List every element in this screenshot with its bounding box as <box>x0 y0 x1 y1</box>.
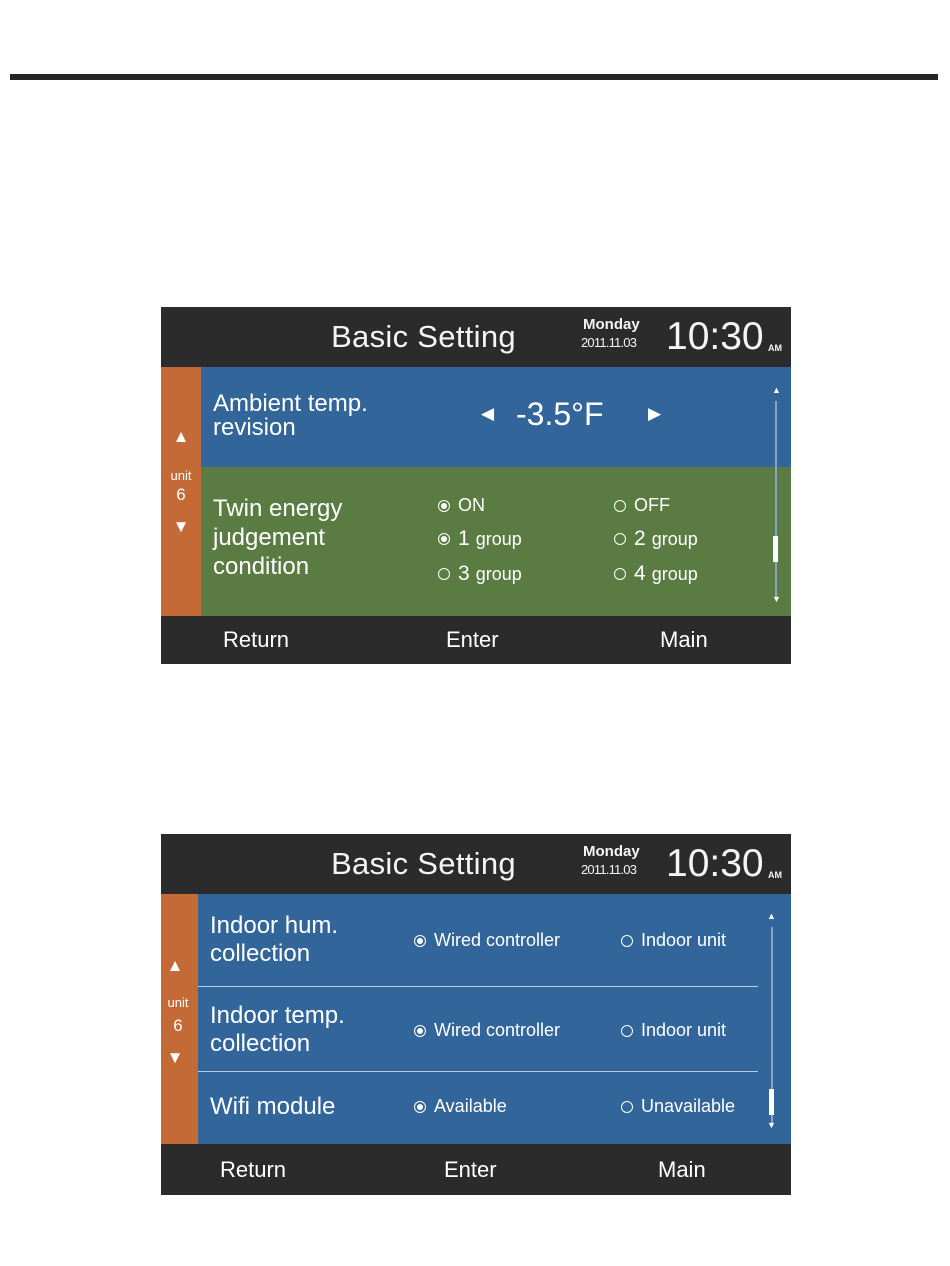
radio-empty-icon <box>614 500 626 512</box>
radio-empty-icon <box>621 1101 633 1113</box>
radio-selected-icon <box>414 935 426 947</box>
scrollbar-thumb[interactable] <box>773 536 778 562</box>
header-bar <box>161 307 791 367</box>
indoor-temp-indoor-label: Indoor unit <box>641 1020 727 1040</box>
basic-setting-screen-2 <box>161 834 791 1195</box>
page-title: Basic Setting <box>331 846 516 881</box>
option-2-label: group <box>651 528 698 549</box>
scroll-down-icon[interactable]: ▼ <box>767 1120 776 1130</box>
radio-empty-icon <box>621 1025 633 1037</box>
return-button[interactable]: Return <box>220 1157 287 1182</box>
unit-down-icon[interactable]: ▼ <box>166 1048 184 1067</box>
option-on-label: ON <box>458 495 485 515</box>
indoor-temp-wired-option[interactable] <box>414 1020 560 1041</box>
unit-label: unit <box>170 468 192 483</box>
top-rule <box>10 74 938 80</box>
weekday-label: Monday <box>583 316 640 333</box>
indoor-temp-label: Indoor temp. collection <box>210 1002 345 1057</box>
option-2-group[interactable] <box>614 527 698 551</box>
indoor-hum-label: Indoor hum. collection <box>210 912 339 967</box>
radio-selected-icon <box>414 1025 426 1037</box>
ambient-temp-label: Ambient temp. revision <box>213 390 368 441</box>
scrollbar-track[interactable] <box>775 401 777 597</box>
radio-empty-icon <box>614 533 626 545</box>
option-on[interactable] <box>438 495 485 516</box>
option-off[interactable] <box>614 495 670 516</box>
settings-panel <box>198 894 791 1144</box>
option-1-label: group <box>475 528 522 549</box>
option-1-group[interactable] <box>438 527 522 551</box>
wifi-unavailable-label: Unavailable <box>641 1096 736 1116</box>
weekday-label: Monday <box>583 843 640 860</box>
option-3-number: 3 <box>458 562 470 585</box>
header-bar <box>161 834 791 894</box>
scroll-up-icon[interactable]: ▲ <box>767 911 776 921</box>
basic-setting-screen-1 <box>161 307 791 664</box>
indoor-hum-indoor-option[interactable] <box>621 930 726 951</box>
wifi-unavailable-option[interactable] <box>621 1096 735 1117</box>
twin-energy-label: Twin energy judgement condition <box>213 495 343 580</box>
clock-ampm: AM <box>768 343 782 353</box>
indoor-temp-indoor-option[interactable] <box>621 1020 726 1041</box>
option-off-label: OFF <box>634 495 670 515</box>
wifi-available-label: Available <box>434 1096 507 1116</box>
ambient-temp-value: -3.5°F <box>516 396 604 432</box>
radio-empty-icon <box>438 568 450 580</box>
row-divider <box>198 1071 758 1072</box>
footer-bar <box>161 1144 791 1195</box>
increase-arrow-icon[interactable]: ▶ <box>648 404 662 423</box>
option-3-label: group <box>475 563 522 584</box>
radio-selected-icon <box>438 533 450 545</box>
option-4-group[interactable] <box>614 562 698 586</box>
twin-energy-row <box>201 467 791 616</box>
date-label: 2011.11.03 <box>581 862 637 877</box>
unit-up-icon[interactable]: ▲ <box>172 427 190 446</box>
indoor-hum-wired-option[interactable] <box>414 930 560 951</box>
main-button[interactable]: Main <box>660 627 708 652</box>
scroll-up-icon[interactable]: ▲ <box>772 385 781 395</box>
option-3-group[interactable] <box>438 562 522 586</box>
option-1-number: 1 <box>458 527 470 550</box>
page-title: Basic Setting <box>331 319 516 354</box>
row-divider <box>198 986 758 987</box>
enter-button[interactable]: Enter <box>446 627 499 652</box>
option-4-label: group <box>651 563 698 584</box>
enter-button[interactable]: Enter <box>444 1157 497 1182</box>
unit-down-icon[interactable]: ▼ <box>172 517 190 536</box>
main-button[interactable]: Main <box>658 1157 706 1182</box>
ambient-temp-row[interactable] <box>201 367 791 467</box>
clock-ampm: AM <box>768 870 782 880</box>
unit-sidebar <box>161 894 198 1144</box>
radio-empty-icon <box>614 568 626 580</box>
radio-selected-icon <box>414 1101 426 1113</box>
wifi-available-option[interactable] <box>414 1096 507 1117</box>
unit-up-icon[interactable]: ▲ <box>166 956 184 975</box>
scroll-down-icon[interactable]: ▼ <box>772 594 781 604</box>
unit-number: 6 <box>176 485 186 504</box>
clock-time: 10:30 <box>666 842 764 885</box>
option-2-number: 2 <box>634 527 646 550</box>
radio-selected-icon <box>438 500 450 512</box>
scrollbar-thumb[interactable] <box>769 1089 774 1115</box>
date-label: 2011.11.03 <box>581 335 637 350</box>
decrease-arrow-icon[interactable]: ◀ <box>481 404 495 423</box>
option-4-number: 4 <box>634 562 646 585</box>
unit-number: 6 <box>173 1016 183 1035</box>
unit-sidebar <box>161 367 201 616</box>
footer-bar <box>161 616 791 664</box>
clock-time: 10:30 <box>666 315 764 358</box>
indoor-hum-wired-label: Wired controller <box>434 930 561 950</box>
return-button[interactable]: Return <box>223 627 290 652</box>
indoor-temp-wired-label: Wired controller <box>434 1020 561 1040</box>
wifi-module-label: Wifi module <box>210 1093 336 1120</box>
radio-empty-icon <box>621 935 633 947</box>
indoor-hum-indoor-label: Indoor unit <box>641 930 727 950</box>
unit-label: unit <box>167 995 189 1010</box>
